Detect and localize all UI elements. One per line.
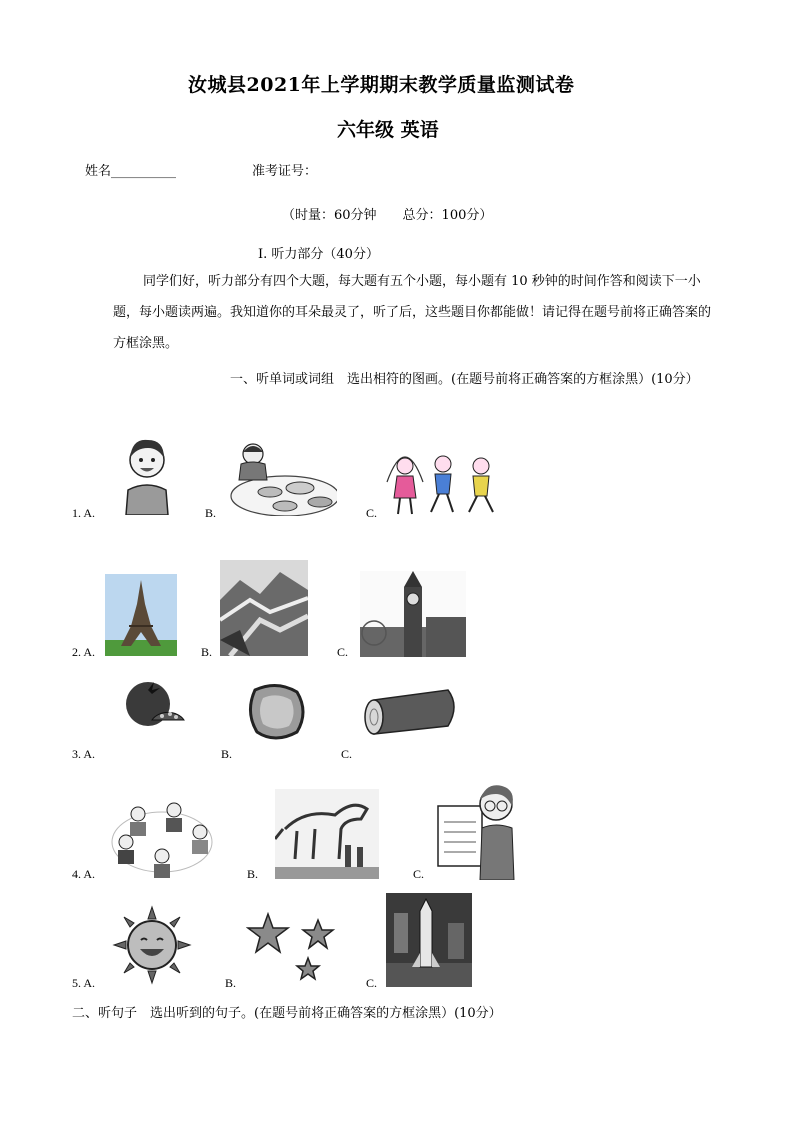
log-icon	[362, 686, 462, 738]
part1-instruction: 一、听单词或词组 选出相符的图画。(在题号前将正确答案的方框涂黑）(10分）	[230, 372, 699, 387]
boy-icon	[118, 430, 176, 515]
q1-a-label: 1. A.	[72, 506, 96, 520]
q5-a-label: 5. A.	[72, 976, 96, 990]
children-circle-icon	[108, 796, 216, 878]
q4-c-label: C.	[413, 867, 425, 881]
time-info: （时量：60分钟 总分：100分）	[282, 208, 493, 223]
eating-meal-icon	[225, 440, 337, 516]
q3-b-label: B.	[221, 747, 233, 761]
name-field-label: 姓名__________	[85, 164, 177, 179]
great-wall-icon	[220, 560, 308, 656]
part2-instruction: 二、听句子 选出听到的句子。(在题号前将正确答案的方框涂黑）(10分）	[72, 1006, 502, 1021]
eiffel-tower-icon	[105, 574, 177, 656]
listening-intro: 同学们好，听力部分有四个大题，每大题有五个小题，每小题有 10 秒钟的时间作答和阅读下一小题，每小题读两遍。我知道你的耳朵最灵了，听了后，这些题目你都能做！请记得在题号前将正确答案的方框涂黑。	[113, 274, 712, 351]
q4-a-label: 4. A.	[72, 867, 96, 881]
potato-icon	[245, 682, 309, 742]
q2-c-label: C.	[337, 645, 349, 659]
tomato-icon	[122, 676, 186, 738]
exam-subtitle: 六年级 英语	[337, 119, 439, 141]
big-ben-icon	[360, 571, 466, 657]
boy-certificate-icon	[436, 778, 518, 880]
q3-a-label: 3. A.	[72, 747, 96, 761]
q4-b-label: B.	[247, 867, 259, 881]
children-jumping-icon	[383, 442, 503, 516]
rocket-exhibit-icon	[386, 893, 472, 987]
listening-heading: I. 听力部分（40分）	[258, 247, 379, 262]
q3-c-label: C.	[341, 747, 353, 761]
q2-b-label: B.	[201, 645, 213, 659]
sun-icon	[112, 905, 192, 985]
exam-title: 汝城县2021年上学期期末教学质量监测试卷	[188, 74, 575, 96]
exam-id-label: 准考证号：	[252, 164, 318, 179]
q1-b-label: B.	[205, 506, 217, 520]
dinosaur-museum-icon	[275, 789, 379, 879]
q1-c-label: C.	[366, 506, 378, 520]
q5-c-label: C.	[366, 976, 378, 990]
q5-b-label: B.	[225, 976, 237, 990]
stars-icon	[246, 912, 336, 982]
q2-a-label: 2. A.	[72, 645, 96, 659]
